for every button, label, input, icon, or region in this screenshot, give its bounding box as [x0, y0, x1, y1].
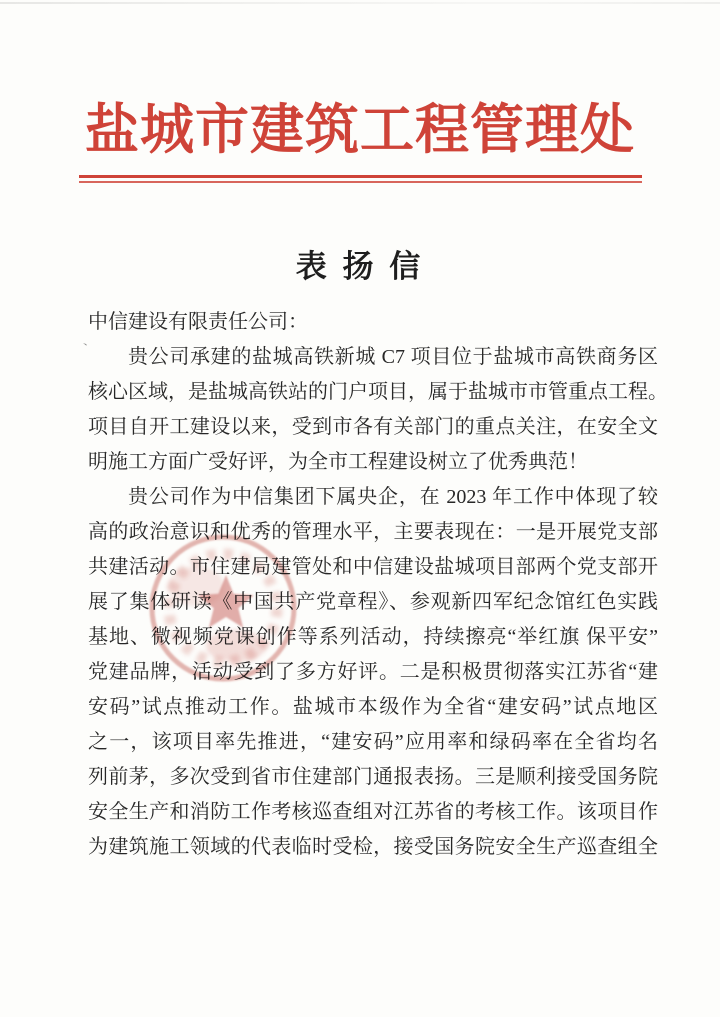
body-line: 安码”试点推动工作。盐城市本级作为全省“建安码”试点地区 — [88, 696, 658, 718]
body-line: 安全生产和消防工作考核巡查组对江苏省的考核工作。该项目作 — [88, 801, 658, 823]
scan-edge-shadow — [0, 2, 720, 4]
body-line: 列前茅，多次受到省市住建部门通报表扬。三是顺利接受国务院 — [88, 766, 658, 788]
body-line: 贵公司承建的盐城高铁新城 C7 项目位于盐城市高铁商务区 — [128, 346, 658, 368]
body-line: 贵公司作为中信集团下属央企，在 2023 年工作中体现了较 — [128, 486, 658, 508]
document-body — [88, 305, 668, 865]
document-title: 表 扬 信 — [295, 249, 425, 284]
body-line: 共建活动。市住建局建管处和中信建设盐城项目部两个党支部开 — [88, 556, 658, 578]
body-line: 核心区域，是盐城高铁站的门户项目，属于盐城市市管重点工程。 — [88, 381, 668, 403]
letterhead-org-name: 盐城市建筑工程管理处 — [85, 100, 635, 160]
body-line: 之一，该项目率先推进，“建安码”应用率和绿码率在全省均名 — [88, 731, 658, 753]
body-line: 为建筑施工领域的代表临时受检，接受国务院安全生产巡查组全 — [88, 836, 658, 858]
letterhead-divider — [79, 175, 642, 183]
body-line: 明施工方面广受好评，为全市工程建设树立了优秀典范！ — [88, 451, 588, 473]
body-line: 基地、微视频党课创作等系列活动，持续擦亮“举红旗 保平安” — [88, 626, 658, 648]
body-line: 中信建设有限责任公司： — [88, 311, 308, 333]
scan-artifact-mark: 、 — [80, 333, 95, 349]
body-line: 项目自开工建设以来，受到市各有关部门的重点关注，在安全文 — [88, 416, 658, 438]
body-line: 党建品牌，活动受到了多方好评。二是积极贯彻落实江苏省“建 — [88, 661, 658, 683]
body-line: 展了集体研读《中国共产党章程》、参观新四军纪念馆红色实践 — [88, 591, 658, 613]
body-line: 高的政治意识和优秀的管理水平，主要表现在：一是开展党支部 — [88, 521, 658, 543]
